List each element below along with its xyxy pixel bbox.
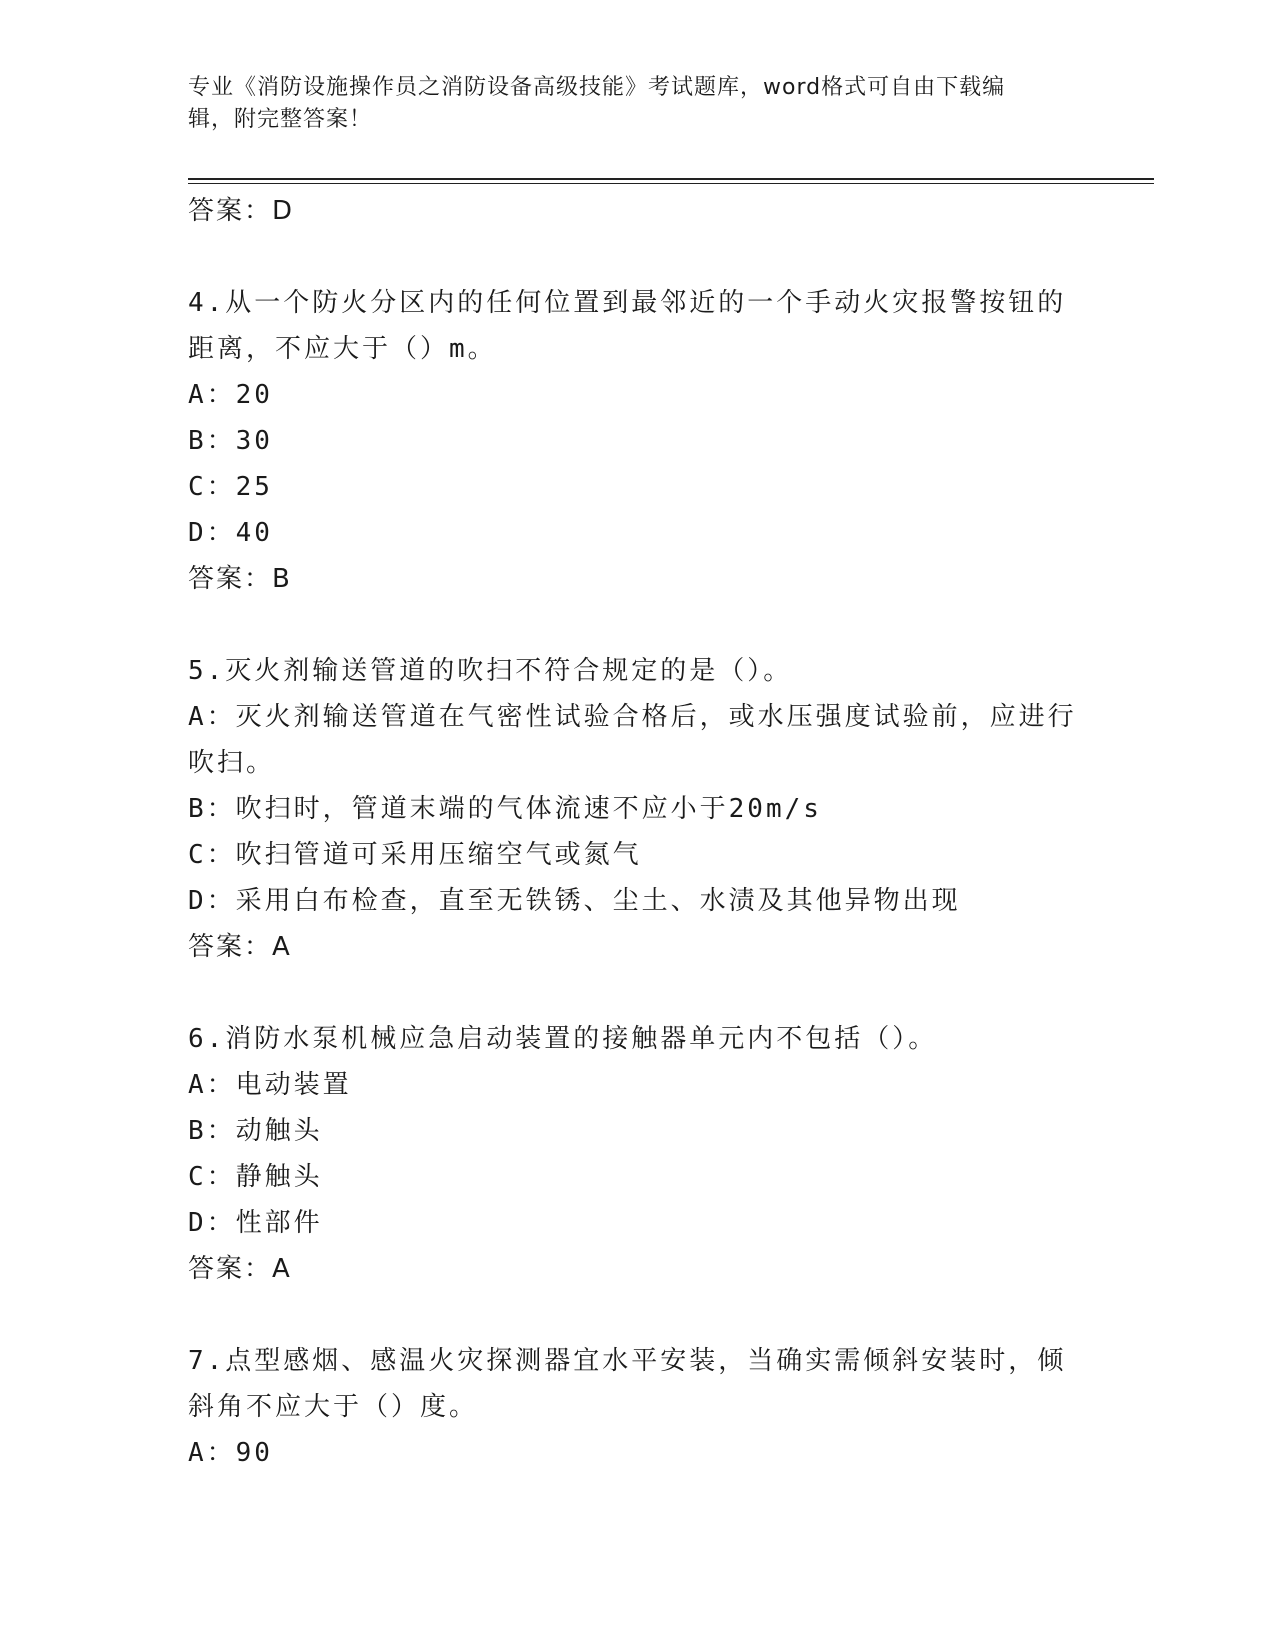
- option-c: C：25: [188, 472, 273, 502]
- option-d: D：采用白布检查，直至无铁锈、尘土、水渍及其他异物出现: [188, 886, 961, 916]
- question-stem: 斜角不应大于（）度。: [188, 1392, 479, 1422]
- answer-line: 答案：A: [188, 932, 292, 962]
- question-stem: 5.灭火剂输送管道的吹扫不符合规定的是（）。: [188, 656, 793, 686]
- previous-answer: 答案：D: [188, 196, 295, 226]
- question-stem: 7.点型感烟、感温火灾探测器宜水平安装，当确实需倾斜安装时，倾: [188, 1346, 1067, 1376]
- option-b: B：吹扫时，管道末端的气体流速不应小于20m/s: [188, 794, 822, 824]
- question-stem: 4.从一个防火分区内的任何位置到最邻近的一个手动火灾报警按钮的: [188, 288, 1067, 318]
- header-divider-thin: [188, 183, 1154, 184]
- option-b: B：动触头: [188, 1116, 323, 1146]
- question-item: [188, 1016, 1088, 1292]
- question-item: [188, 1338, 1088, 1476]
- option-a: A：20: [188, 380, 273, 410]
- option-c: C：静触头: [188, 1162, 323, 1192]
- option-a: A：灭火剂输送管道在气密性试验合格后，或水压强度试验前，应进行: [188, 702, 1077, 732]
- option-a-continued: 吹扫。: [188, 748, 276, 778]
- answer-line: 答案：B: [188, 564, 292, 594]
- question-item: [188, 648, 1088, 970]
- header-divider: [188, 178, 1154, 180]
- option-a: A：电动装置: [188, 1070, 352, 1100]
- question-list: [188, 188, 1088, 1476]
- header-line-2: 辑，附完整答案！: [188, 107, 373, 132]
- option-a: A：90: [188, 1438, 273, 1468]
- option-d: D：性部件: [188, 1208, 323, 1238]
- option-b: B：30: [188, 426, 273, 456]
- option-c: C：吹扫管道可采用压缩空气或氮气: [188, 840, 642, 870]
- header-line-1: 专业《消防设施操作员之消防设备高级技能》考试题库，word格式可自由下载编: [188, 75, 1006, 100]
- question-stem: 6.消防水泵机械应急启动装置的接触器单元内不包括（）。: [188, 1024, 938, 1054]
- document-header: [188, 72, 1068, 136]
- option-d: D：40: [188, 518, 273, 548]
- answer-line: 答案：A: [188, 1254, 292, 1284]
- question-stem: 距离，不应大于（）m。: [188, 334, 497, 364]
- question-item: [188, 280, 1088, 602]
